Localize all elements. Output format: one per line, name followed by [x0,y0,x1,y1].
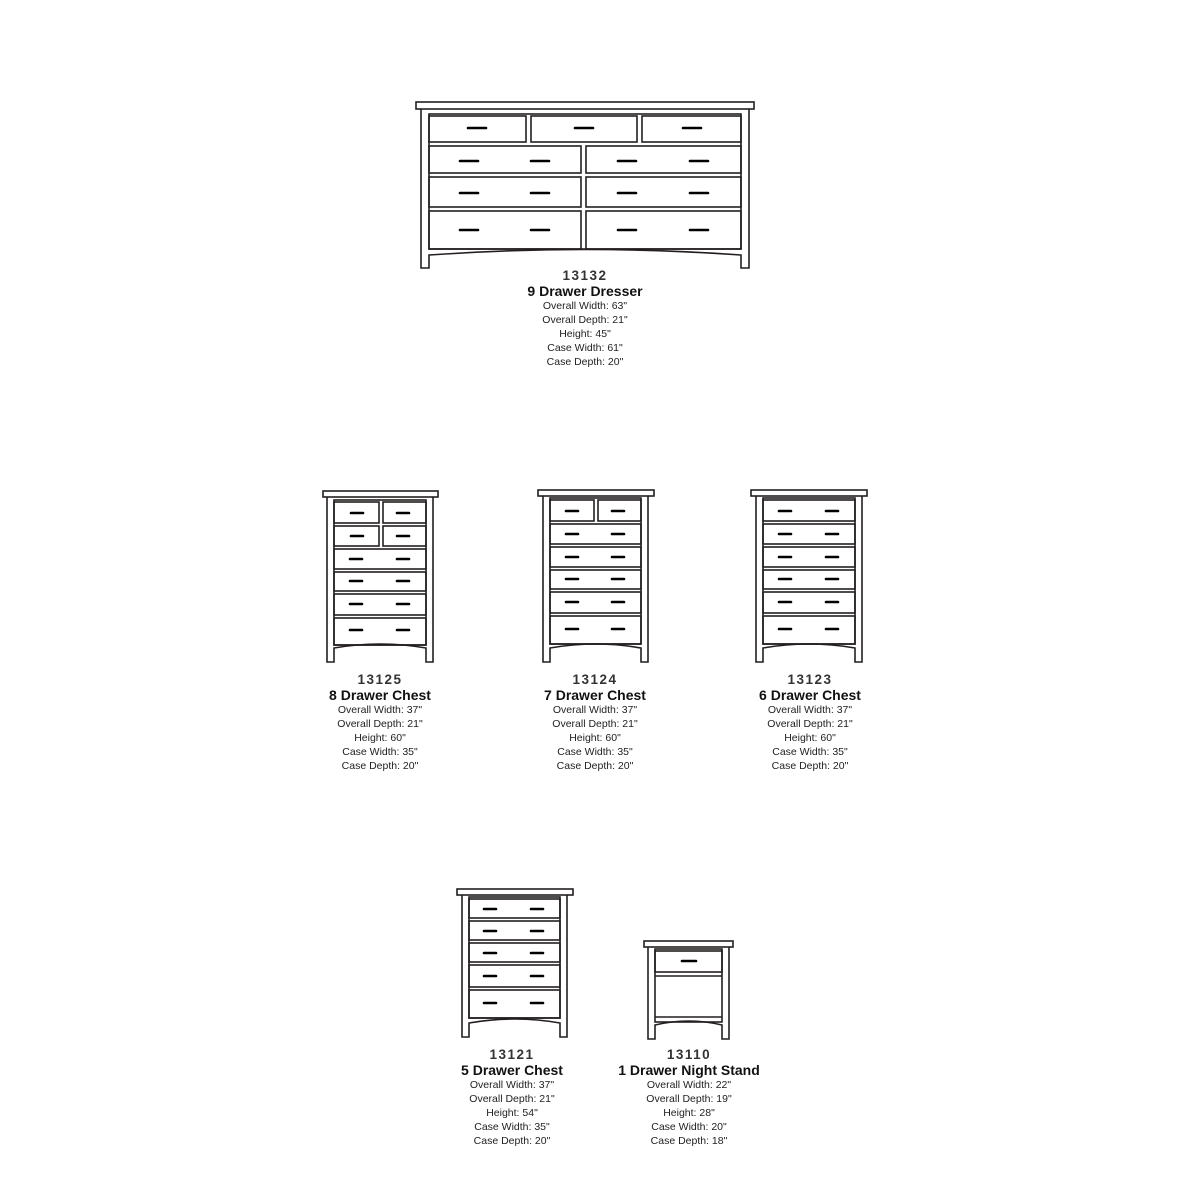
spec-list [412,1080,612,1147]
spec-height: Height: 28" [663,1107,715,1120]
spec-overall-width: Overall Width: 22" [646,1079,732,1092]
spec-overall-depth: Overall Depth: 21" [552,718,638,731]
spec-height: Height: 60" [569,732,621,745]
sku-label: 13124 [572,672,618,687]
spec-overall-width: Overall Width: 37" [552,704,638,717]
sku-label: 13125 [357,672,403,687]
product-name: 5 Drawer Chest [461,1061,563,1078]
sku-label: 13123 [787,672,833,687]
sku-label: 13121 [489,1047,535,1062]
product-name: 1 Drawer Night Stand [618,1061,760,1078]
spec-case-depth: Case Depth: 20" [556,760,634,773]
product-name: 6 Drawer Chest [759,686,861,703]
spec-case-width: Case Width: 35" [342,746,418,759]
spec-case-width: Case Width: 20" [651,1121,727,1134]
spec-height: Height: 60" [354,732,406,745]
spec-case-width: Case Width: 61" [547,342,623,355]
spec-overall-depth: Overall Depth: 21" [337,718,423,731]
spec-case-depth: Case Depth: 20" [771,760,849,773]
spec-overall-depth: Overall Depth: 21" [469,1093,555,1106]
spec-overall-width: Overall Width: 37" [337,704,423,717]
spec-overall-width: Overall Width: 63" [542,300,628,313]
spec-case-depth: Case Depth: 20" [341,760,419,773]
spec-list [589,1080,789,1147]
product-name: 9 Drawer Dresser [527,282,643,299]
spec-case-depth: Case Depth: 18" [650,1135,728,1148]
spec-case-depth: Case Depth: 20" [546,356,624,369]
spec-case-width: Case Width: 35" [557,746,633,759]
sku-label: 13110 [666,1047,712,1062]
spec-overall-width: Overall Width: 37" [767,704,853,717]
chest5-caption [412,1048,612,1147]
product-name: 7 Drawer Chest [544,686,646,703]
spec-overall-depth: Overall Depth: 21" [767,718,853,731]
product-name: 8 Drawer Chest [329,686,431,703]
spec-height: Height: 54" [486,1107,538,1120]
spec-height: Height: 45" [559,328,611,341]
spec-case-width: Case Width: 35" [474,1121,550,1134]
spec-overall-depth: Overall Depth: 21" [542,314,628,327]
sku-label: 13132 [562,268,608,283]
nightstand-caption [589,1048,789,1147]
spec-overall-depth: Overall Depth: 19" [646,1093,732,1106]
spec-overall-width: Overall Width: 37" [469,1079,555,1092]
spec-case-depth: Case Depth: 20" [473,1135,551,1148]
spec-height: Height: 60" [784,732,836,745]
spec-case-width: Case Width: 35" [772,746,848,759]
